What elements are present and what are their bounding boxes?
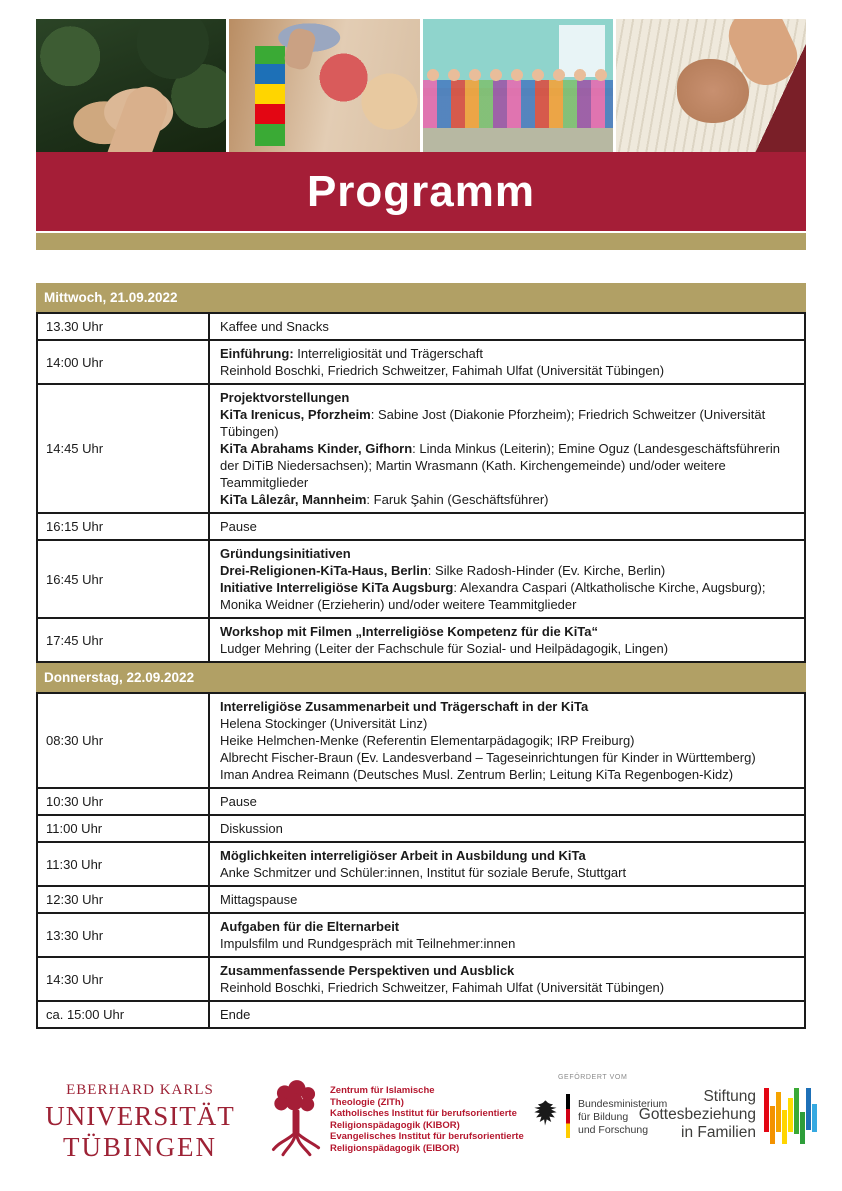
schedule-row: [36, 885, 806, 914]
event-line: Diskussion: [220, 821, 283, 836]
bmbf-eagle-icon: [530, 1098, 560, 1130]
schedule-row: [36, 617, 806, 663]
title-banner: [36, 152, 806, 231]
event-cell: [210, 914, 804, 956]
event-line: Reinhold Boschki, Friedrich Schweitzer, Fahimah Ulfat (Universität Tübingen): [220, 980, 665, 995]
event-cell: [210, 385, 804, 512]
stiftung-color-bars-icon: [764, 1086, 814, 1144]
schedule-row: [36, 912, 806, 958]
bmbf-line: Bundesministerium: [578, 1098, 668, 1110]
schedule-row: [36, 692, 806, 789]
event-line: Interreligiöse Zusammenarbeit und Trägerschaft in der KiTa: [220, 699, 589, 714]
event-cell: [210, 958, 804, 1000]
schedule-row: [36, 539, 806, 619]
event-line: Reinhold Boschki, Friedrich Schweitzer, Fahimah Ulfat (Universität Tübingen): [220, 363, 665, 378]
event-cell: [210, 789, 804, 814]
zith-line: Evangelisches Institut für berufsorientierte: [330, 1131, 524, 1142]
time-cell: 11:30 Uhr: [38, 843, 210, 885]
time-cell: 14:00 Uhr: [38, 341, 210, 383]
time-cell: 16:15 Uhr: [38, 514, 210, 539]
funded-by-label: GEFÖRDERT VOM: [558, 1074, 628, 1081]
event-line: Heike Helmchen-Menke (Referentin Elementarpädagogik; IRP Freiburg): [220, 733, 635, 748]
university-line2: UNIVERSITÄT: [45, 1101, 235, 1131]
bmbf-line: und Forschung: [578, 1124, 649, 1136]
time-cell: ca. 15:00 Uhr: [38, 1002, 210, 1027]
event-line: Drei-Religionen-KiTa-Haus, Berlin: Silke Radosh-Hinder (Ev. Kirche, Berlin): [220, 563, 666, 578]
schedule-row: [36, 383, 806, 514]
stiftung-bar: [788, 1098, 793, 1132]
event-cell: [210, 514, 804, 539]
event-line: KiTa Lâlezâr, Mannheim: Faruk Şahin (Geschäftsführer): [220, 492, 549, 507]
stiftung-bar: [770, 1106, 775, 1144]
schedule-row: [36, 841, 806, 887]
event-line: Kaffee und Snacks: [220, 319, 329, 334]
university-tuebingen-logo: [40, 1082, 240, 1163]
stiftung-line: Gottesbeziehung: [638, 1106, 756, 1123]
event-line: Projektvorstellungen: [220, 390, 350, 405]
stiftung-bar: [776, 1092, 781, 1132]
event-cell: [210, 314, 804, 339]
schedule-row: [36, 787, 806, 816]
stiftung-gottesbeziehung-label: [628, 1088, 756, 1142]
schedule-row: [36, 339, 806, 385]
event-line: Impulsfilm und Rundgespräch mit Teilnehmer:innen: [220, 936, 516, 951]
event-line: KiTa Irenicus, Pforzheim: Sabine Jost (Diakonie Pforzheim); Friedrich Schweitzer (Universität Tübingen): [220, 407, 766, 439]
event-line: Gründungsinitiativen: [220, 546, 351, 561]
zith-line: Zentrum für Islamische: [330, 1085, 435, 1096]
event-cell: [210, 1002, 804, 1027]
time-cell: 10:30 Uhr: [38, 789, 210, 814]
schedule-row: [36, 814, 806, 843]
event-line: Iman Andrea Reimann (Deutsches Musl. Zentrum Berlin; Leitung KiTa Regenbogen-Kidz): [220, 767, 734, 782]
day-header: Mittwoch, 21.09.2022: [36, 283, 806, 312]
university-line3: TÜBINGEN: [63, 1132, 217, 1162]
event-cell: [210, 887, 804, 912]
event-line: Helena Stockinger (Universität Linz): [220, 716, 428, 731]
page-title: Programm: [306, 166, 536, 216]
day-header: Donnerstag, 22.09.2022: [36, 663, 806, 692]
event-cell: [210, 816, 804, 841]
time-cell: 12:30 Uhr: [38, 887, 210, 912]
event-line: KiTa Abrahams Kinder, Gifhorn: Linda Minkus (Leiterin); Emine Oguz (Landesgeschäftsführerin der DiTiB Niedersachsen); Martin Wrasmann (Kath. Kirchengemeinde) und/oder weitere Teammitglieder: [220, 441, 780, 490]
event-cell: [210, 541, 804, 617]
zith-institutes-text: [330, 1085, 530, 1154]
time-cell: 13.30 Uhr: [38, 314, 210, 339]
event-line: Zusammenfassende Perspektiven und Ausblick: [220, 963, 515, 978]
photo-lego-blocks-icon: [229, 19, 419, 152]
zith-line: Religionspädagogik (KIBOR): [330, 1119, 460, 1131]
footer-logos: [0, 1060, 842, 1191]
schedule-row: [36, 512, 806, 541]
bmbf-line: für Bildung: [578, 1111, 629, 1123]
event-line: Initiative Interreligiöse KiTa Augsburg: Alexandra Caspari (Altkatholische Kirche, Augsburg); Monika Weidner (Erzieherin) und/oder weitere Teammitglieder: [220, 580, 766, 612]
schedule-row: [36, 1000, 806, 1029]
photo-children-group-icon: [423, 19, 613, 152]
zith-line: Religionspädagogik (EIBOR): [330, 1142, 460, 1154]
photo-strip: [36, 19, 806, 152]
photo-open-hands-icon: [36, 19, 226, 152]
event-line: Albrecht Fischer-Braun (Ev. Landesverband – Tageseinrichtungen für Kinder in Württemberg): [220, 750, 756, 765]
event-cell: [210, 341, 804, 383]
event-line: Ludger Mehring (Leiter der Fachschule für Sozial- und Heilpädagogik, Lingen): [220, 641, 669, 656]
schedule-table: [36, 283, 806, 1029]
german-flag-stripe-icon: [566, 1094, 570, 1138]
event-line: Pause: [220, 794, 257, 809]
gold-divider: [36, 233, 806, 250]
time-cell: 16:45 Uhr: [38, 541, 210, 617]
schedule-row: [36, 312, 806, 341]
stiftung-bar: [812, 1104, 817, 1132]
event-line: Mittagspause: [220, 892, 298, 907]
event-line: Workshop mit Filmen „Interreligiöse Kompetenz für die KiTa“: [220, 624, 599, 639]
stiftung-bar: [800, 1112, 805, 1144]
event-line: Aufgaben für die Elternarbeit: [220, 919, 400, 934]
event-line: Ende: [220, 1007, 251, 1022]
time-cell: 11:00 Uhr: [38, 816, 210, 841]
event-line: Anke Schmitzer und Schüler:innen, Institut für soziale Berufe, Stuttgart: [220, 865, 627, 880]
time-cell: 17:45 Uhr: [38, 619, 210, 661]
university-line1: EBERHARD KARLS: [66, 1082, 214, 1098]
event-line: Einführung: Interreligiosität und Trägerschaft: [220, 346, 483, 361]
zith-tree-icon: [270, 1080, 322, 1160]
stiftung-bar: [782, 1110, 787, 1144]
stiftung-bar: [764, 1088, 769, 1132]
stiftung-bar: [806, 1088, 811, 1130]
time-cell: 08:30 Uhr: [38, 694, 210, 787]
event-line: Pause: [220, 519, 257, 534]
schedule-row: [36, 956, 806, 1002]
time-cell: 14:30 Uhr: [38, 958, 210, 1000]
event-line: Möglichkeiten interreligiöser Arbeit in Ausbildung und KiTa: [220, 848, 586, 863]
event-cell: [210, 619, 804, 661]
zith-line: Katholisches Institut für berufsorientierte: [330, 1108, 517, 1119]
stiftung-line: in Familien: [681, 1124, 756, 1141]
stiftung-bar: [794, 1088, 799, 1134]
event-cell: [210, 843, 804, 885]
event-cell: [210, 694, 804, 787]
stiftung-line: Stiftung: [703, 1088, 756, 1105]
time-cell: 14:45 Uhr: [38, 385, 210, 512]
zith-line: Theologie (ZITh): [330, 1096, 404, 1108]
photo-praying-hands-icon: [616, 19, 806, 152]
time-cell: 13:30 Uhr: [38, 914, 210, 956]
